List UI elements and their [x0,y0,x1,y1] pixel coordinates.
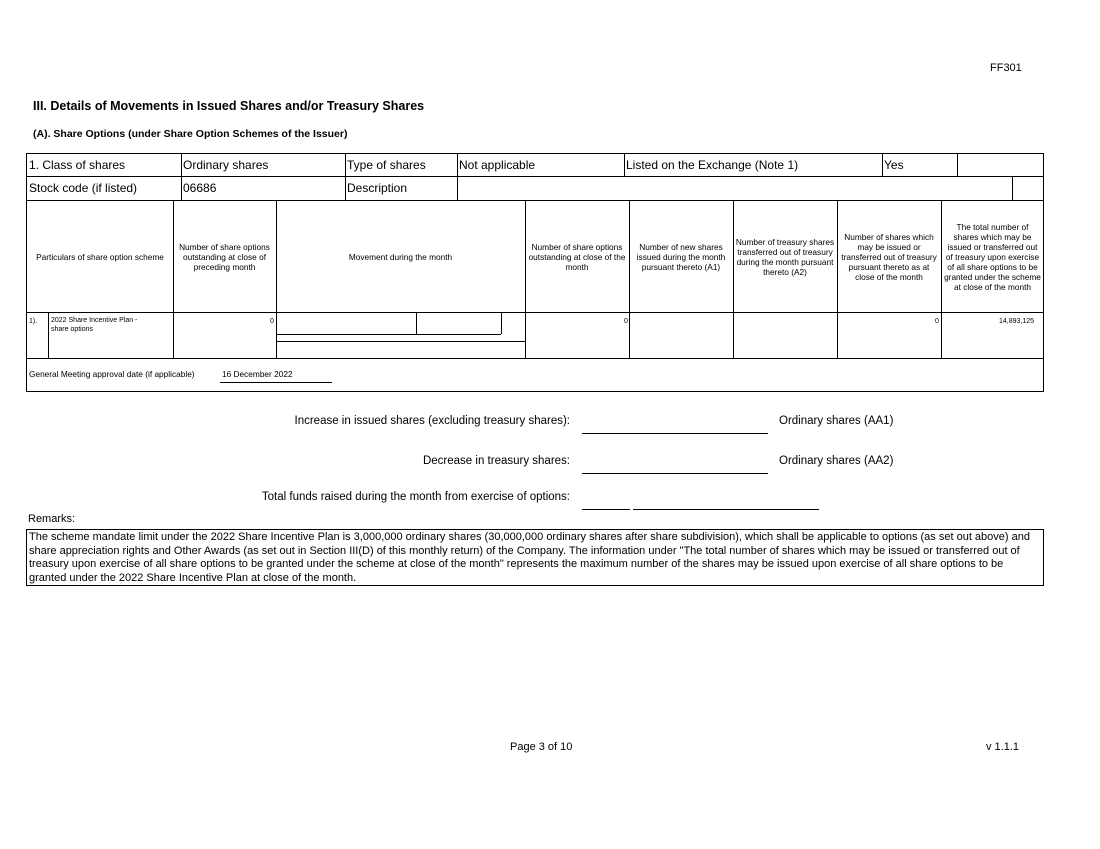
listed-on-exchange-label: Listed on the Exchange (Note 1) [626,158,799,172]
section-title: III. Details of Movements in Issued Shares and/or Treasury Shares [33,99,425,113]
funds-raised-label: Total funds raised during the month from exercise of options: [261,491,570,503]
subsection-title: (A). Share Options (under Share Option Schemes of the Issuer) [33,128,348,140]
share-class-row [26,153,1044,177]
row-index: 1). [29,318,38,325]
class-of-shares-value: Ordinary shares [183,158,269,172]
type-of-shares-value: Not applicable [459,158,536,172]
type-of-shares-label: Type of shares [347,158,426,172]
listed-on-exchange-value: Yes [884,158,904,172]
class-of-shares-label: 1. Class of shares [29,158,126,172]
description-value [457,177,1012,200]
header-new-shares: Number of new shares issued during the month pursuant thereto (A1) [636,241,726,272]
outstanding-close-value: 0 [624,318,628,325]
decrease-treasury-label: Decrease in treasury shares: [422,455,570,467]
decrease-treasury-field [582,473,768,474]
remarks-label: Remarks: [28,513,76,525]
may-be-issued-value: 0 [935,318,939,325]
approval-date-value: 16 December 2022 [222,369,293,379]
scheme-name-line2: share options [51,326,94,333]
total-may-be-issued-value: 14,893,125 [999,318,1035,325]
funds-raised-currency-field [582,509,630,510]
header-may-be-issued: Number of shares which may be issued or transferred out of treasury pursuant thereto as at close of the month [841,231,937,282]
stock-code-label: Stock code (if listed) [29,181,138,195]
header-total-may-be-issued: The total number of shares which may be issued or transferred out of treasury upon exercise of all share options to be granted under the scheme at close of the month [944,221,1041,292]
scheme-name-line1: 2022 Share Incentive Plan - [51,317,138,324]
increase-issued-label: Increase in issued shares (excluding treasury shares): [294,415,570,427]
stock-code-row [26,177,1044,201]
increase-issued-unit: Ordinary shares (AA1) [779,415,894,427]
header-outstanding-preceding: Number of share options outstanding at close of preceding month [179,241,270,272]
decrease-treasury-unit: Ordinary shares (AA2) [779,455,894,467]
header-movement: Movement during the month [348,251,453,262]
form-code: FF301 [990,62,1022,74]
page-number: Page 3 of 10 [510,741,573,753]
approval-date-label: General Meeting approval date (if applicable) [29,369,195,379]
header-particulars: Particulars of share option scheme [36,251,164,262]
funds-raised-amount-field [633,509,819,510]
share-options-table [26,201,1044,392]
description-label: Description [347,181,408,195]
outstanding-preceding-value: 0 [270,318,274,325]
header-treasury-transferred: Number of treasury shares transferred out of treasury during the month pursuant thereto (A2) [735,236,835,277]
version: v 1.1.1 [986,741,1020,753]
increase-issued-field [582,433,768,434]
header-outstanding-close: Number of share options outstanding at close of the month [528,241,626,272]
stock-code-value: 06686 [183,181,217,195]
remarks-text: The scheme mandate limit under the 2022 Share Incentive Plan is 3,000,000 ordinary shares (30,000,000 ordinary shares after share subdivision), which shall be applicable to options (as set out above) and share appreciation rights and Other Awards (as set out in Section III(D) of this monthly return) of the Company. The information under "The total number of shares which may be issued or transferred out of treasury upon exercise of all share options to be granted under the scheme at close of the month" represents the maximum number of the shares may be issued upon exercise of all share options to be granted under the 2022 Share Incentive Plan at close of the month. [26,529,1044,586]
